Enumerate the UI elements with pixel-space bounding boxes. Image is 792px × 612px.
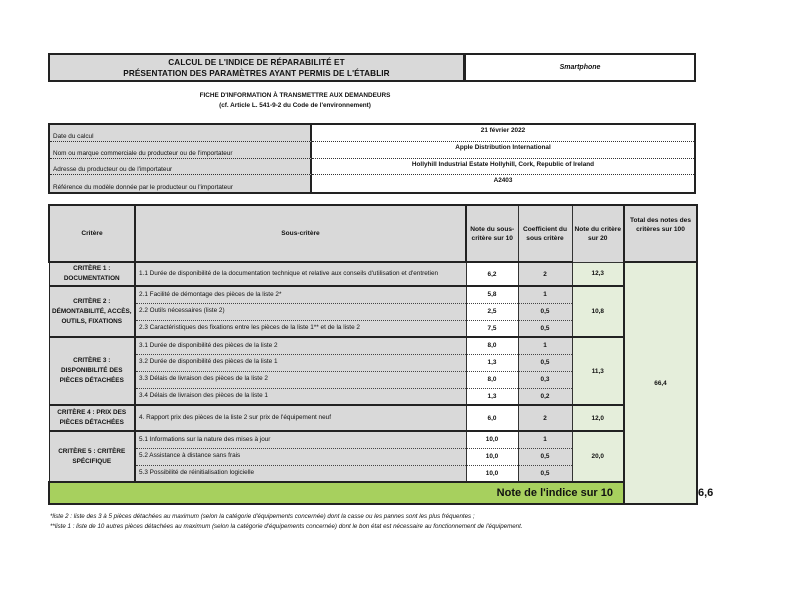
subcriterion-3-1: 3.1 Durée de disponibilité des pièces de la liste 2	[135, 337, 466, 354]
table-row	[49, 262, 697, 286]
table-row	[49, 337, 697, 354]
subcriterion-5-2: 5.2 Assistance à distance sans frais	[135, 448, 466, 465]
title-line-2: PRÉSENTATION DES PARAMÈTRES AYANT PERMIS DE L'ÉTABLIR	[123, 68, 390, 78]
criterion-2: CRITÈRE 2 : DÉMONTABILITÉ, ACCÈS, OUTILS, FIXATIONS	[49, 286, 135, 337]
subcriterion-5-3: 5.3 Possibilité de réinitialisation logicielle	[135, 465, 466, 482]
coef-4: 2	[518, 405, 572, 431]
note-3-2: 1,3	[466, 354, 518, 371]
criterion-4: CRITÈRE 4 : PRIX DES PIÈCES DÉTACHÉES	[49, 405, 135, 431]
coef-2-2: 0,5	[518, 303, 572, 320]
info-value-model: A2403	[493, 177, 513, 185]
info-label-brand: Nom ou marque commerciale du producteur ou de l'importateur	[50, 142, 312, 159]
document-title	[48, 53, 465, 82]
total-100: 66,4	[624, 262, 697, 504]
score20-criterion-1: 12,3	[572, 262, 624, 286]
subcriterion-3-2: 3.2 Durée de disponibilité des pièces de la liste 1	[135, 354, 466, 371]
criterion-3: CRITÈRE 3 : DISPONIBILITÉ DES PIÈCES DÉTACHÉES	[49, 337, 135, 405]
header-critere: Critère	[49, 205, 135, 262]
info-label-address: Adresse du producteur ou de l'importateur	[50, 159, 312, 176]
score20-criterion-4: 12,0	[572, 405, 624, 431]
final-score-label: Note de l'indice sur 10	[49, 482, 624, 504]
note-5-3: 10,0	[466, 465, 518, 482]
repairability-table	[48, 204, 714, 505]
table-row	[49, 286, 697, 303]
info-value-date: 21 février 2022	[312, 125, 694, 142]
subcriterion-3-3: 3.3 Délais de livraison des pièces de la liste 2	[135, 371, 466, 388]
info-label-date: Date du calcul	[50, 125, 312, 142]
subcriterion-1-1: 1.1 Durée de disponibilité de la documentation technique et relative aux conseils d'utilisation et d'entretien	[135, 262, 466, 286]
table-row	[49, 405, 697, 431]
header-coef: Coefficient du sous critère	[518, 205, 572, 262]
subcriterion-2-1: 2.1 Facilité de démontage des pièces de la liste 2*	[135, 286, 466, 303]
score20-criterion-5: 20,0	[572, 431, 624, 482]
subcriterion-5-1: 5.1 Informations sur la nature des mises à jour	[135, 431, 466, 448]
info-label-model: Référence du modèle donnée par le producteur ou l'importateur	[50, 175, 312, 192]
footnote-list-1: **liste 1 : liste de 10 autres pièces détachées au maximum (selon la catégorie d'équipements concernée) dont le bon état est nécessaire au fonctionnement de l'équipement.	[50, 523, 523, 530]
info-table	[48, 123, 696, 194]
coef-5-2: 0,5	[518, 448, 572, 465]
product-category: Smartphone	[465, 53, 696, 82]
note-2-2: 2,5	[466, 303, 518, 320]
header-total: Total des notes des critères sur 100	[624, 205, 697, 262]
info-value-brand: Apple Distribution International	[312, 142, 694, 159]
subtitle-line-2: (cf. Article L. 541-9-2 du Code de l'environnement)	[219, 102, 371, 109]
note-5-1: 10,0	[466, 431, 518, 448]
coef-3-3: 0,3	[518, 371, 572, 388]
subcriterion-4: 4. Rapport prix des pièces de la liste 2 sur prix de l'équipement neuf	[135, 405, 466, 431]
coef-2-3: 0,5	[518, 320, 572, 337]
subcriterion-2-2: 2.2 Outils nécessaires (liste 2)	[135, 303, 466, 320]
title-line-1: CALCUL DE L'INDICE DE RÉPARABILITÉ ET	[168, 57, 345, 67]
note-2-3: 7,5	[466, 320, 518, 337]
header-sous-critere: Sous-critère	[135, 205, 466, 262]
footnote-list-2: *liste 2 : liste des 3 à 5 pièces détachées au maximum (selon la catégorie d'équipements concernée) dont la casse ou les pannes sont les plus fréquentes ;	[50, 513, 475, 520]
criterion-1: CRITÈRE 1 : DOCUMENTATION	[49, 262, 135, 286]
criterion-5: CRITÈRE 5 : CRITÈRE SPÉCIFIQUE	[49, 431, 135, 482]
note-3-1: 8,0	[466, 337, 518, 354]
coef-5-3: 0,5	[518, 465, 572, 482]
subcriterion-2-3: 2.3 Caractéristiques des fixations entre les pièces de la liste 1** et de la liste 2	[135, 320, 466, 337]
header-note10: Note du sous-critère sur 10	[466, 205, 518, 262]
subtitle-line-1: FICHE D'INFORMATION À TRANSMETTRE AUX DEMANDEURS	[199, 92, 391, 99]
footnotes	[50, 512, 523, 532]
final-score-row: Note de l'indice sur 10 6,6	[49, 482, 697, 504]
table-header-row	[49, 205, 697, 262]
coef-2-1: 1	[518, 286, 572, 303]
header-note20: Note du critère sur 20	[572, 205, 624, 262]
note-5-2: 10,0	[466, 448, 518, 465]
coef-3-2: 0,5	[518, 354, 572, 371]
score20-criterion-2: 10,8	[572, 286, 624, 337]
note-3-4: 1,3	[466, 388, 518, 405]
coef-3-1: 1	[518, 337, 572, 354]
score20-criterion-3: 11,3	[572, 337, 624, 405]
info-value-address: Hollyhill Industrial Estate Hollyhill, Cork, Republic of Ireland	[312, 159, 694, 176]
table-row	[49, 431, 697, 448]
subcriterion-3-4: 3.4 Délais de livraison des pièces de la liste 1	[135, 388, 466, 405]
note-2-1: 5,8	[466, 286, 518, 303]
note-1-1: 6,2	[466, 262, 518, 286]
coef-1-1: 2	[518, 262, 572, 286]
note-3-3: 8,0	[466, 371, 518, 388]
coef-5-1: 1	[518, 431, 572, 448]
note-4: 6,0	[466, 405, 518, 431]
coef-3-4: 0,2	[518, 388, 572, 405]
subtitle	[150, 91, 440, 111]
